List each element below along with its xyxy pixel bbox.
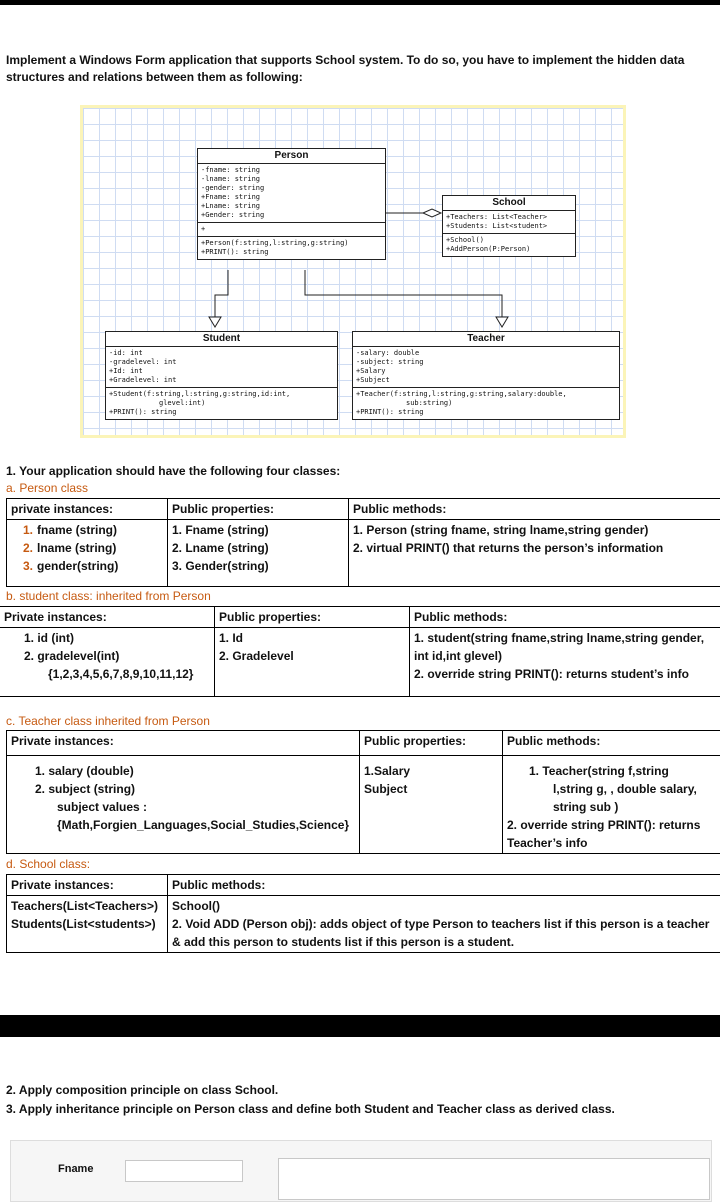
teacher-method-item: l,string g, , double salary, [507,780,720,798]
uml-attr: +Teachers: List<Teacher> [446,213,572,222]
person-props-cell [168,520,349,587]
person-class-label: a. Person class [6,481,88,495]
uml-empty-row: + [201,225,382,234]
person-private-item: fname (string) [37,523,117,537]
person-private-header: private instances: [7,499,168,520]
teacher-class-label: c. Teacher class inherited from Person [6,714,210,728]
person-private-item: gender(string) [37,559,118,573]
teacher-method-item: 1. Teacher(string f,string [507,762,720,780]
teacher-inheritance-line [305,270,502,317]
person-private-item: lname (string) [37,541,116,555]
uml-attr: +Lname: string [201,202,382,211]
uml-attr: -lname: string [201,175,382,184]
student-uml-box [105,331,338,420]
student-props-header: Public properties: [215,607,410,628]
student-uml-title: Student [106,332,337,347]
student-inheritance-arrow [209,317,221,327]
teacher-method-item: Teacher’s info [507,834,720,852]
student-prop-item: 2. Gradelevel [219,647,405,665]
school-private-item: Teachers(List<Teachers>) [11,897,163,915]
uml-diagram [80,105,626,438]
fname-input[interactable] [125,1160,243,1182]
uml-attr: -salary: double [356,349,616,358]
student-method-item: int id,int glevel) [414,647,720,665]
teacher-props-header: Public properties: [360,731,503,756]
school-class-label: d. School class: [6,857,90,871]
student-methods-header: Public methods: [410,607,720,628]
student-methods-cell [410,628,720,697]
teacher-private-header: Private instances: [7,731,360,756]
output-textbox[interactable] [278,1158,710,1200]
school-private-item: Students(List<students>) [11,915,163,933]
person-props-header: Public properties: [168,499,349,520]
list-number: 3. [11,557,33,575]
person-method-item: 2. virtual PRINT() that returns the person’s information [353,539,720,557]
teacher-props-cell [360,756,503,854]
teacher-method-item: string sub ) [507,798,720,816]
student-private-cell [0,628,215,697]
uml-attr: -fname: string [201,166,382,175]
list-number: 1. [11,521,33,539]
person-uml-box [197,148,386,260]
person-class-table [6,498,720,587]
teacher-private-cell [7,756,360,854]
question-2: 2. Apply composition principle on class School. [6,1083,278,1097]
teacher-private-item: subject values : [35,798,355,816]
student-inheritance-line [215,270,228,317]
school-class-table [6,874,720,953]
uml-attr: +Fname: string [201,193,382,202]
teacher-methods-header: Public methods: [503,731,720,756]
person-private-cell [7,520,168,587]
teacher-prop-item: Subject [364,780,498,798]
question-1: 1. Your application should have the following four classes: [6,464,340,478]
student-props-cell [215,628,410,697]
person-prop-item: 2. Lname (string) [172,539,344,557]
uml-method: +PRINT(): string [356,408,616,417]
uml-method: glevel:int) [109,399,334,408]
school-private-cell [7,896,168,953]
divider-black-bar [0,1015,720,1037]
uml-attr: -gender: string [201,184,382,193]
fname-label: Fname [58,1163,93,1175]
student-prop-item: 1. Id [219,629,405,647]
assignment-intro: Implement a Windows Form application that supports School system. To do so, you have to implement the hidden data structures and relations between them as following: [6,52,706,86]
uml-attr: -id: int [109,349,334,358]
person-prop-item: 1. Fname (string) [172,521,344,539]
teacher-uml-title: Teacher [353,332,619,347]
school-methods-header: Public methods: [168,875,720,896]
uml-attr: +Salary [356,367,616,376]
student-private-item: 2. gradelevel(int) [24,647,210,665]
uml-method: +Teacher(f:string,l:string,g:string,salary:double, [356,390,616,399]
teacher-uml-box [352,331,620,420]
school-private-header: Private instances: [7,875,168,896]
uml-method: +Student(f:string,l:string,g:string,id:int, [109,390,334,399]
question-3: 3. Apply inheritance principle on Person class and define both Student and Teacher class as derived class. [6,1102,615,1116]
uml-method: +PRINT(): string [201,248,382,257]
uml-method: +AddPerson(P:Person) [446,245,572,254]
teacher-methods-cell [503,756,720,854]
student-method-item: 2. override string PRINT(): returns student’s info [414,665,720,683]
uml-attr: +Students: List<student> [446,222,572,231]
teacher-private-item: 2. subject (string) [35,780,355,798]
top-black-bar [0,0,720,5]
person-method-item: 1. Person (string fname, string lname,string gender) [353,521,720,539]
school-methods-cell [168,896,720,953]
uml-method: +Person(f:string,l:string,g:string) [201,239,382,248]
teacher-class-table [6,730,720,854]
teacher-prop-item: 1.Salary [364,762,498,780]
student-method-item: 1. student(string fname,string lname,string gender, [414,629,720,647]
student-class-table [0,606,720,697]
school-method-item: School() [172,897,720,915]
uml-attr: +Subject [356,376,616,385]
person-prop-item: 3. Gender(string) [172,557,344,575]
uml-attr: -gradelevel: int [109,358,334,367]
teacher-private-item: 1. salary (double) [35,762,355,780]
school-uml-title: School [443,196,575,211]
uml-attr: +Gradelevel: int [109,376,334,385]
uml-method: +School() [446,236,572,245]
list-number: 2. [11,539,33,557]
person-methods-header: Public methods: [349,499,720,520]
teacher-method-item: 2. override string PRINT(): returns [507,816,720,834]
uml-attr: +Gender: string [201,211,382,220]
student-private-header: Private instances: [0,607,215,628]
teacher-inheritance-arrow [496,317,508,327]
person-methods-cell [349,520,720,587]
person-uml-title: Person [198,149,385,164]
uml-method: +PRINT(): string [109,408,334,417]
composition-diamond [423,209,441,217]
uml-method: sub:string) [356,399,616,408]
student-class-label: b. student class: inherited from Person [6,589,211,603]
school-uml-box [442,195,576,257]
student-private-item: {1,2,3,4,5,6,7,8,9,10,11,12} [24,665,210,683]
school-method-item: & add this person to students list if this person is a student. [172,933,720,951]
school-method-item: 2. Void ADD (Person obj): adds object of type Person to teachers list if this person is a teacher [172,915,720,933]
uml-attr: +Id: int [109,367,334,376]
uml-attr: -subject: string [356,358,616,367]
teacher-private-item: {Math,Forgien_Languages,Social_Studies,Science} [35,816,355,834]
student-private-item: 1. id (int) [24,629,210,647]
